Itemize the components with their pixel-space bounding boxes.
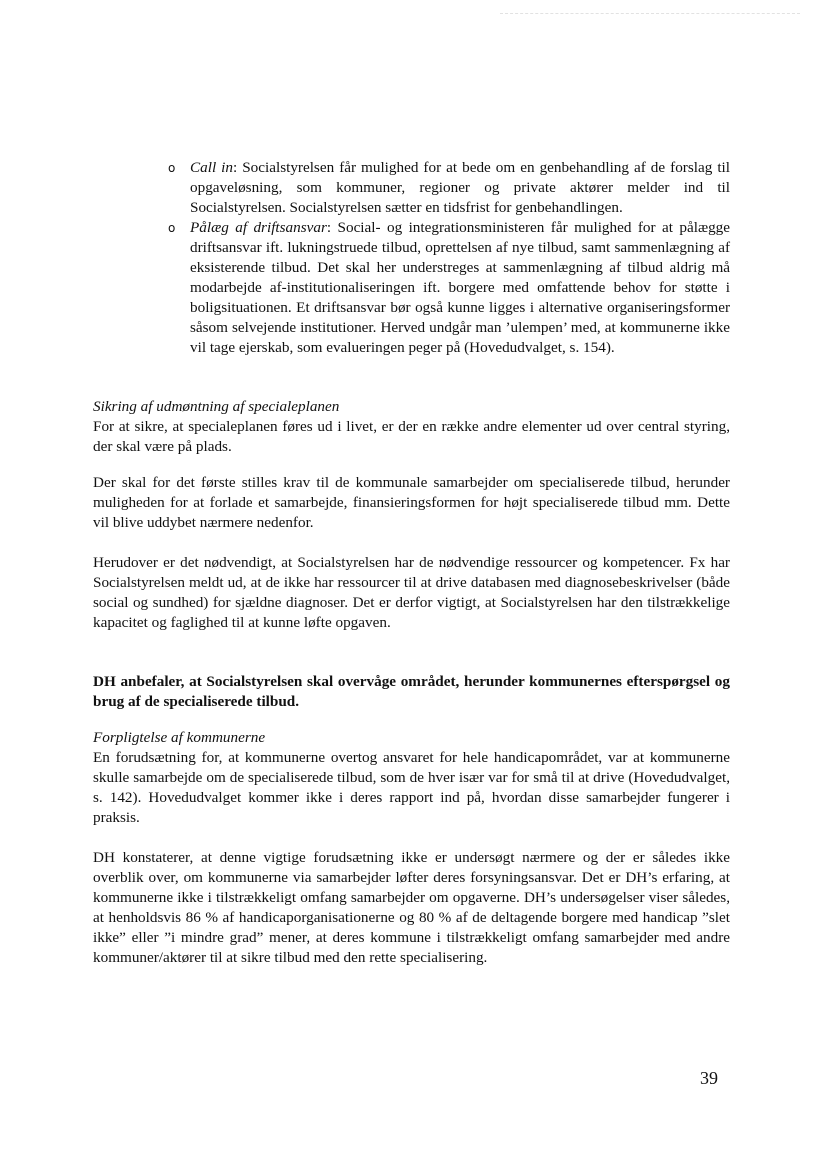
bullet-call-in — [168, 158, 730, 218]
bullet-body: : Socialstyrelsen får mulighed for at bede om en genbehandling af de forslag til opgaveløsning, som kommuner, regioner og private aktører melder ind til Socialstyrelsen. Socialstyrelsen sætter en tidsfrist for genbehandlingen. — [190, 159, 730, 216]
paragraph-block — [93, 553, 730, 633]
bullet-list — [168, 158, 730, 358]
bullet-text — [190, 158, 730, 218]
paragraph: Herudover er det nødvendigt, at Socialstyrelsen har de nødvendige ressourcer og kompetencer. Fx har Socialstyrelsen meldt ud, at de ikke har ressourcer til at drive databasen med diagnosebeskrivelser (både social og sundhed) for sjældne diagnoser. Det er derfor vigtigt, at Socialstyrelsen har den tilstrækkelige kapacitet og faglighed til at kunne løfte opgaven. — [93, 554, 730, 631]
paragraph: En forudsætning for, at kommunerne overtog ansvaret for hele handicapområdet, var at kommunerne skulle samarbejde om de specialiserede tilbud, som de hver især var for små til at drive (Hovedudvalget, s. 142). Hovedudvalget kommer ikke i deres rapport ind på, hvordan disse samarbejder fungerer i praksis. — [93, 749, 730, 826]
bullet-body: : Social- og integrationsministeren får mulighed for at pålægge driftsansvar ift. lukningstruede tilbud, oprettelsen af nye tilbud, samt sammenlægning af eksisterende tilbud. Det skal her understreges at sammenlægning af tilbud aldrig må modarbejde af-institutionaliseringen ift. borgere med omfattende behov for støtte i boligsituationen. Et driftsansvar bør også kunne ligges i alternative organiseringsformer såsom selvejende institutioner. Herved undgår man ’ulempen’ med, at kommunerne ikke vil tage ejerskab, som evalueringen peger på (Hovedudvalget, s. 154). — [190, 219, 730, 356]
section-title: Sikring af udmøntning af specialeplanen — [93, 398, 340, 415]
page-number: 39 — [700, 1068, 718, 1088]
paragraph: DH konstaterer, at denne vigtige forudsætning ikke er undersøgt nærmere og der er således ikke overblik over, om kommunerne via samarbejder løfter deres forsyningsansvar. Det er DH’s erfaring, at kommunerne ikke i tilstrækkeligt omfang samarbejder om opgaverne. DH’s undersøgelser viser således, at henholdsvis 86 % af handicaporganisationerne og 80 % af de deltagende borgere med handicap ”slet ikke” eller ”i mindre grad” mener, at deres kommune i tilstrækkeligt omfang samarbejder med andre kommuner/aktører til at sikre tilbud med den rette specialisering. — [93, 849, 730, 966]
bullet-marker: o — [168, 161, 176, 175]
recommendation-text: DH anbefaler, at Socialstyrelsen skal overvåge området, herunder kommunernes efterspørgsel og brug af de specialiserede tilbud. — [93, 673, 730, 710]
section-udmoentning — [93, 397, 730, 457]
bullet-label: Call in — [190, 159, 233, 176]
bullet-label: Pålæg af driftsansvar — [190, 219, 327, 236]
bullet-driftsansvar — [168, 218, 730, 358]
bullet-text — [190, 218, 730, 358]
paragraph-block — [93, 848, 730, 968]
bullet-marker: o — [168, 221, 176, 235]
paragraph-block — [93, 473, 730, 533]
scan-edge-line — [500, 13, 800, 14]
recommendation-block — [93, 672, 730, 712]
paragraph: For at sikre, at specialeplanen føres ud i livet, er der en række andre elementer ud over central styring, der skal være på plads. — [93, 418, 730, 455]
section-forpligtelse — [93, 728, 730, 828]
section-title: Forpligtelse af kommunerne — [93, 729, 266, 746]
paragraph: Der skal for det første stilles krav til de kommunale samarbejder om specialiserede tilbud, herunder muligheden for at forlade et samarbejde, finansieringsformen for højt specialiserede tilbud mm. Dette vil blive uddybet nærmere nedenfor. — [93, 474, 730, 531]
